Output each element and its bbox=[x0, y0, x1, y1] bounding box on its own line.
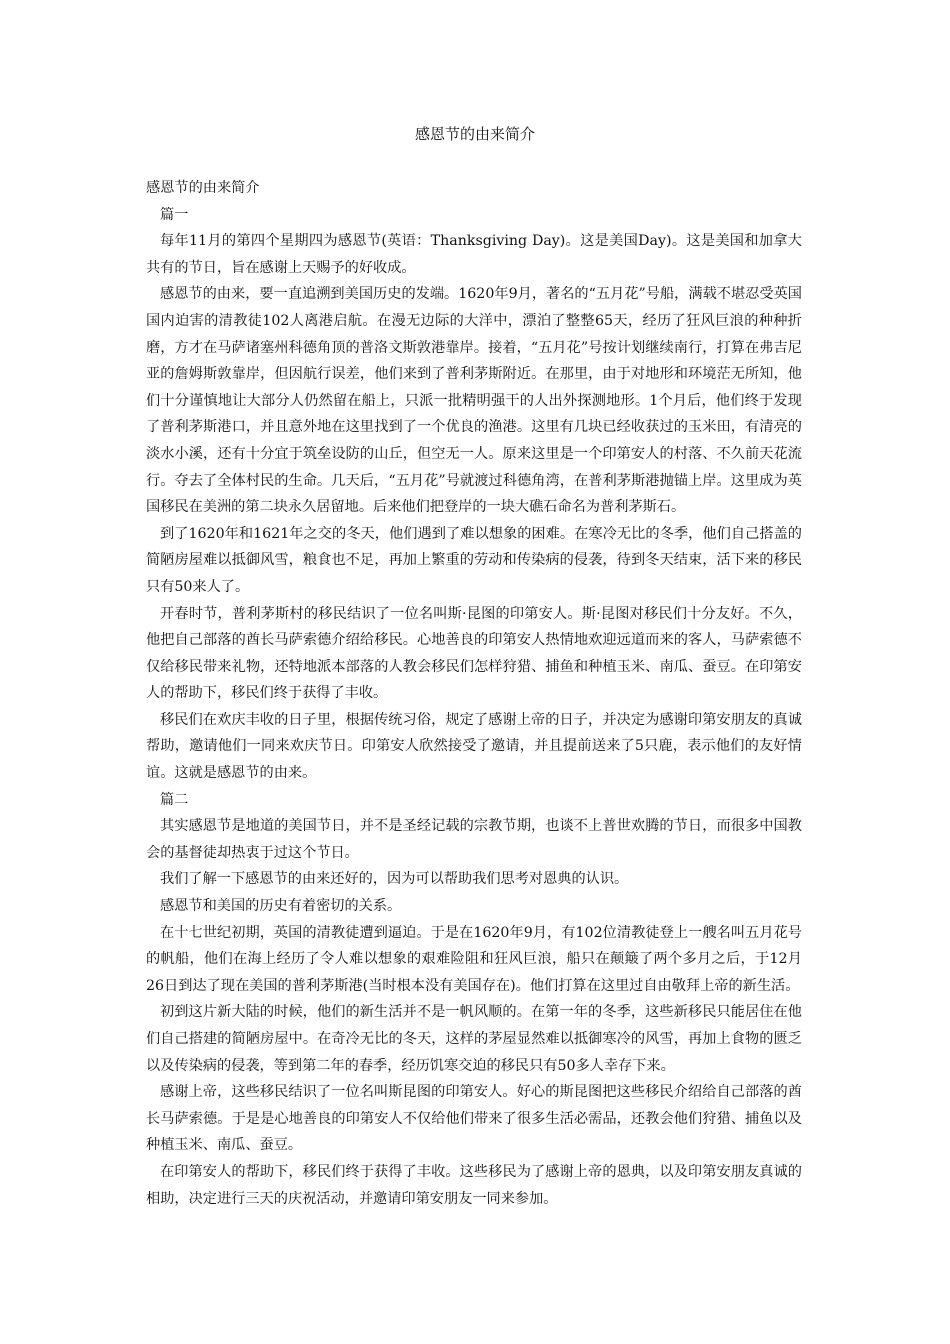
paragraph: 每年11月的第四个星期四为感恩节(英语：Thanksgiving Day)。这是美国Day)。这是美国和加拿大共有的节日，旨在感谢上天赐予的好收成。 bbox=[146, 233, 802, 276]
paragraph: 我们了解一下感恩节的由来还好的，因为可以帮助我们思考对恩典的认识。 bbox=[160, 871, 629, 888]
paragraph: 开春时节，普利茅斯村的移民结识了一位名叫斯·昆图的印第安人。斯·昆图对移民们十分友好。不久，他把自己部落的酋长马萨索德介绍给移民。心地善良的印第安人热情地欢迎远道而来的客人，马萨索德不仅给移民带来礼物，还特地派本部落的人教会移民们怎样狩猎、捕鱼和种植玉米、南瓜、蚕豆。在印第安人的帮助下，移民们终于获得了丰收。 bbox=[146, 605, 802, 702]
paragraph: 在十七世纪初期，英国的清教徒遭到逼迫。于是在1620年9月，有102位清教徒登上一艘名叫五月花号的帆船，他们在海上经历了令人难以想象的艰难险阻和狂风巨浪，船只在颠簸了两个多月之后，于12月26日到达了现在美国的普利茅斯港(当时根本没有美国存在)。他们打算在这里过自由敬拜上帝的新生活。 bbox=[146, 924, 802, 994]
part-label: 篇二 bbox=[160, 791, 189, 808]
paragraph: 初到这片新大陆的时候，他们的新生活并不是一帆风顺的。在第一年的冬季，这些新移民只能居住在他们自己搭建的简陋房屋中。在奇冷无比的冬天，这样的茅屋显然难以抵御寒冷的风雪，再加上食物的匮乏以及传染病的侵袭，等到第二年的春季，经历饥寒交迫的移民只有50多人幸存下来。 bbox=[146, 1004, 802, 1074]
section-heading: 感恩节的由来简介 bbox=[146, 180, 260, 196]
paragraph: 感谢上帝，这些移民结识了一位名叫斯昆图的印第安人。好心的斯昆图把这些移民介绍给自己部落的酋长马萨索德。于是是心地善良的印第安人不仅给他们带来了很多生活必需品，还教会他们狩猎、捕鱼以及种植玉米、南瓜、蚕豆。 bbox=[146, 1084, 802, 1154]
part-label: 篇一 bbox=[160, 206, 189, 223]
document-title: 感恩节的由来简介 bbox=[414, 125, 535, 143]
paragraph: 感恩节的由来，要一直追溯到美国历史的发端。1620年9月，著名的“五月花”号船，满载不堪忍受英国国内迫害的清教徒102人离港启航。在漫无边际的大洋中，漂泊了整整65天，经历了狂风巨浪的种种折磨，方才在马萨诸塞州科德角顶的普洛文斯敦港靠岸。接着，“五月花”号按计划继续南行，打算在弗吉尼亚的詹姆斯敦靠岸，但因航行误差，他们来到了普利茅斯附近。在那里，由于对地形和环境茫无所知，他们十分谨慎地让大部分人仍然留在船上，只派一批精明强干的人出外探测地形。1个月后，他们终于发现了普利茅斯港口，并且意外地在这里找到了一个优良的渔港。这里有几块已经收获过的玉米田，有清亮的淡水小溪，还有十分宜于筑垒设防的山丘，但空无一人。原来这里是一个印第安人的村落、不久前天花流行。夺去了全体村民的生命。几天后，“五月花”号就渡过科德角湾，在普利茅斯港抛锚上岸。这里成为英国移民在美洲的第二块永久居留地。后来他们把登岸的一块大礁石命名为普利茅斯石。 bbox=[146, 286, 802, 516]
paragraph: 感恩节和美国的历史有着密切的关系。 bbox=[160, 898, 402, 915]
paragraph: 在印第安人的帮助下，移民们终于获得了丰收。这些移民为了感谢上帝的恩典，以及印第安朋友真诚的相助，决定进行三天的庆祝活动，并邀请印第安朋友一同来参加。 bbox=[146, 1163, 802, 1207]
paragraph: 到了1620年和1621年之交的冬天，他们遇到了难以想象的困难。在寒冷无比的冬季，他们自己搭盖的简陋房屋难以抵御风雪，粮食也不足，再加上繁重的劳动和传染病的侵袭，待到冬天结束，活下来的移民只有50来人了。 bbox=[146, 525, 802, 595]
paragraph: 其实感恩节是地道的美国节日，并不是圣经记载的宗教节期，也谈不上普世欢腾的节日，而很多中国教会的基督徒却热衷于过这个节日。 bbox=[146, 818, 802, 861]
document-body bbox=[146, 175, 802, 1212]
paragraph: 移民们在欢庆丰收的日子里，根据传统习俗，规定了感谢上帝的日子，并决定为感谢印第安朋友的真诚帮助，邀请他们一同来欢庆节日。印第安人欣然接受了邀请，并且提前送来了5只鹿，表示他们的友好情谊。这就是感恩节的由来。 bbox=[146, 711, 802, 782]
